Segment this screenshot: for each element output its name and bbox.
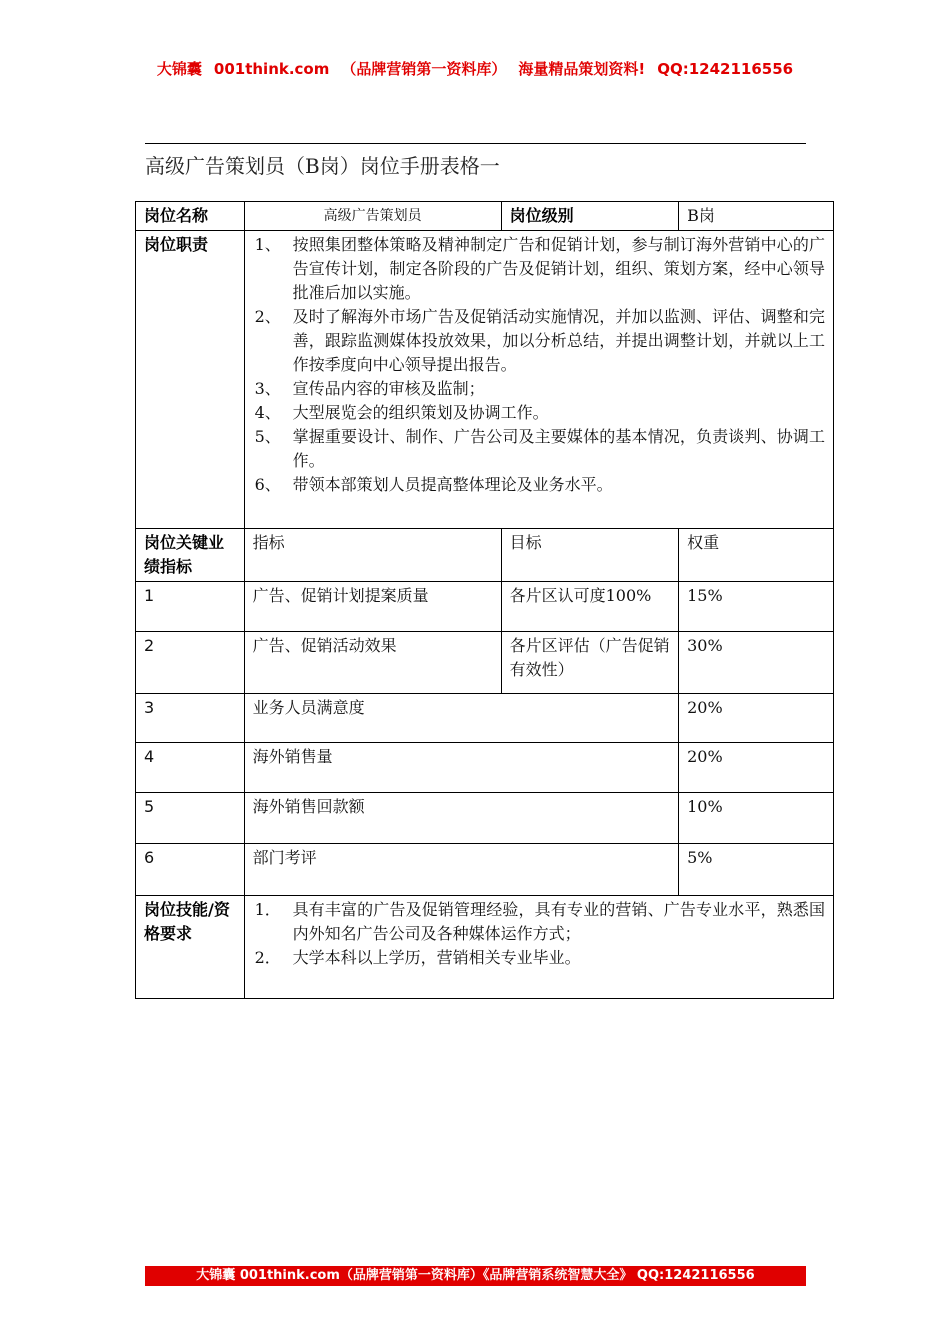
skills-cell [244,896,833,999]
kpi-weight: 5% [679,844,834,896]
duty-number: 4、 [254,403,281,422]
duty-number: 1、 [254,235,281,254]
post-level-value: B岗 [679,202,834,231]
kpi-label: 岗位关键业绩指标 [136,529,245,582]
duty-text: 大型展览会的组织策划及协调工作。 [292,403,549,422]
table-row [136,632,834,694]
duty-item [253,377,825,401]
skills-list [253,898,825,970]
table-row [136,694,834,743]
header-qq: QQ:1242116556 [657,60,794,78]
footer-banner: 大锦囊 001think.com（品牌营销第一资料库）《品牌营销系统智慧大全》 QQ:1242116556 [145,1266,806,1286]
duty-text: 带领本部策划人员提高整体理论及业务水平。 [292,475,613,494]
duties-cell [244,231,833,529]
duty-text: 掌握重要设计、制作、广告公司及主要媒体的基本情况，负责谈判、协调工作。 [292,427,825,470]
duty-number: 6、 [254,475,281,494]
duty-item [253,233,825,305]
title-divider [145,143,806,144]
skill-number: 2． [254,948,281,967]
post-name-value: 高级广告策划员 [244,202,501,231]
kpi-target: 各片区认可度100% [501,582,678,632]
duty-item [253,473,825,497]
kpi-indicator: 海外销售回款额 [244,793,678,844]
kpi-header-weight: 权重 [679,529,834,582]
duty-number: 2、 [254,307,281,326]
post-level-label: 岗位级别 [501,202,678,231]
header-slogan: （品牌营销第一资料库） [341,60,507,78]
duty-item [253,305,825,377]
table-row [136,793,834,844]
duty-text: 按照集团整体策略及精神制定广告和促销计划，参与制订海外营销中心的广告宣传计划，制定各阶段的广告及促销计划，组织、策划方案，经中心领导批准后加以实施。 [292,235,825,302]
skills-label: 岗位技能/资格要求 [136,896,245,999]
duties-label: 岗位职责 [136,231,245,529]
header-brand: 大锦囊 [156,60,202,78]
kpi-indicator: 部门考评 [244,844,678,896]
kpi-weight: 20% [679,694,834,743]
table-row [136,844,834,896]
kpi-weight: 15% [679,582,834,632]
skill-item [253,946,825,970]
kpi-number: 6 [136,844,245,896]
header-promo: 海量精品策划资料! [518,60,646,78]
header-site[interactable]: 001think.com [213,60,330,78]
kpi-header-indicator: 指标 [244,529,501,582]
table-row [136,582,834,632]
skill-text: 大学本科以上学历，营销相关专业毕业。 [292,948,581,967]
kpi-number: 2 [136,632,245,694]
kpi-indicator: 广告、促销活动效果 [244,632,501,694]
kpi-number: 5 [136,793,245,844]
kpi-target: 各片区评估（广告促销有效性） [501,632,678,694]
skill-number: 1． [254,900,281,919]
kpi-indicator: 海外销售量 [244,743,678,793]
header-banner [0,58,950,79]
duties-list [253,233,825,497]
document-title: 高级广告策划员（B岗）岗位手册表格一 [145,154,500,178]
skill-text: 具有丰富的广告及促销管理经验，具有专业的营销、广告专业水平，熟悉国内外知名广告公司及各种媒体运作方式； [292,900,825,943]
kpi-weight: 10% [679,793,834,844]
duty-number: 5、 [254,427,281,446]
duty-item [253,425,825,473]
table-row [136,743,834,793]
skill-item [253,898,825,946]
post-manual-table [135,201,834,999]
kpi-number: 3 [136,694,245,743]
duty-item [253,401,825,425]
duty-number: 3、 [254,379,281,398]
kpi-weight: 30% [679,632,834,694]
duty-text: 宣传品内容的审核及监制； [292,379,485,398]
post-name-label: 岗位名称 [136,202,245,231]
kpi-indicator: 业务人员满意度 [244,694,678,743]
kpi-header-target: 目标 [501,529,678,582]
kpi-number: 4 [136,743,245,793]
kpi-number: 1 [136,582,245,632]
kpi-weight: 20% [679,743,834,793]
kpi-indicator: 广告、促销计划提案质量 [244,582,501,632]
duty-text: 及时了解海外市场广告及促销活动实施情况，并加以监测、评估、调整和完善，跟踪监测媒体投放效果，加以分析总结，并提出调整计划，并就以上工作按季度向中心领导提出报告。 [292,307,825,374]
